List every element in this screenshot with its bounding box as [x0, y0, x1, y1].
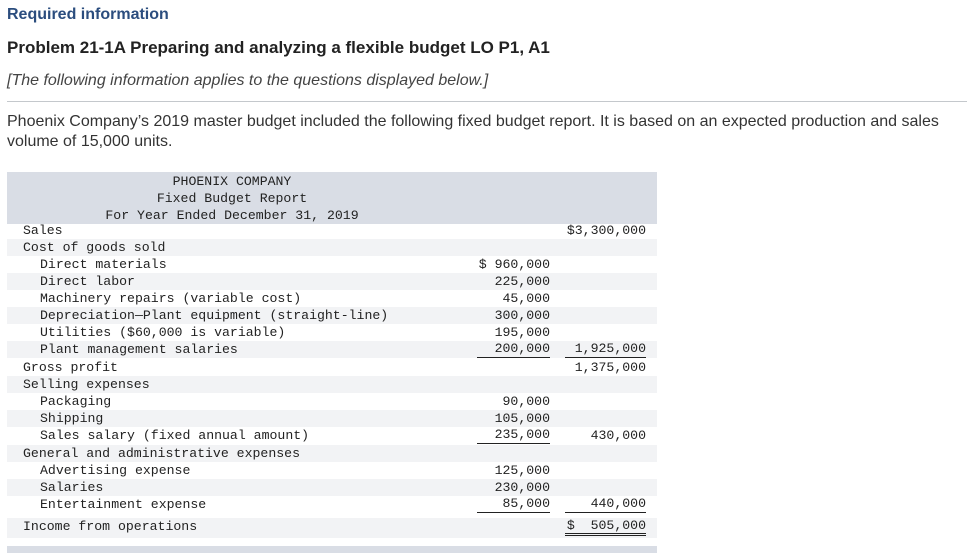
row-sales-salary: [7, 427, 657, 444]
report-footer-bar: [7, 546, 657, 553]
row-label: Direct materials: [40, 257, 167, 272]
fixed-budget-report: [7, 172, 657, 553]
row-label: Salaries: [40, 480, 104, 495]
row-utilities: [7, 324, 657, 341]
row-label: Direct labor: [40, 274, 135, 289]
row-total: 440,000: [565, 496, 646, 513]
intro-paragraph: Phoenix Company’s 2019 master budget included the following fixed budget report. It is based on an expected production and sales volume of 15,000 units.: [7, 113, 939, 150]
row-salaries: [7, 479, 657, 496]
row-label: Shipping: [40, 411, 104, 426]
instruction-note: [The following information applies to the questions displayed below.]: [7, 72, 489, 89]
row-total: 1,925,000: [565, 341, 646, 358]
row-depreciation: [7, 307, 657, 324]
section-divider: [7, 101, 967, 102]
row-entertainment-expense: [7, 496, 657, 513]
row-label: Sales salary (fixed annual amount): [40, 428, 310, 443]
row-label: Depreciation—Plant equipment (straight-line): [40, 308, 389, 323]
row-income-from-operations: [7, 518, 657, 538]
row-label: Machinery repairs (variable cost): [40, 291, 302, 306]
row-label: General and administrative expenses: [23, 446, 300, 461]
row-amount: 85,000: [477, 496, 550, 513]
row-label: Cost of goods sold: [23, 240, 166, 255]
report-header: [7, 172, 657, 224]
row-cost-of-goods-sold: [7, 239, 657, 256]
row-label: Utilities ($60,000 is variable): [40, 325, 286, 340]
row-label: Plant management salaries: [40, 342, 238, 357]
row-label: Income from operations: [23, 519, 198, 534]
row-label: Selling expenses: [23, 377, 150, 392]
report-period: For Year Ended December 31, 2019: [105, 208, 359, 223]
row-amount: 300,000: [494, 308, 550, 323]
row-sales: [7, 222, 657, 239]
row-packaging: [7, 393, 657, 410]
row-amount: 125,000: [494, 463, 550, 478]
row-direct-labor: [7, 273, 657, 290]
row-amount: 200,000: [477, 341, 550, 358]
problem-title: Problem 21-1A Preparing and analyzing a flexible budget LO P1, A1: [7, 38, 550, 57]
row-general-admin-expenses: [7, 445, 657, 462]
report-company-name: PHOENIX COMPANY: [172, 174, 292, 189]
row-total: 1,375,000: [574, 360, 646, 375]
row-label: Sales: [23, 223, 63, 238]
row-label: Gross profit: [23, 360, 118, 375]
row-amount: 45,000: [502, 291, 550, 306]
row-label: Advertising expense: [40, 463, 191, 478]
row-selling-expenses: [7, 376, 657, 393]
row-amount: 230,000: [494, 480, 550, 495]
row-total: 430,000: [590, 428, 646, 443]
row-direct-materials: [7, 256, 657, 273]
row-plant-management-salaries: [7, 341, 657, 358]
row-gross-profit: [7, 359, 657, 376]
row-advertising-expense: [7, 462, 657, 479]
row-amount: 225,000: [494, 274, 550, 289]
row-amount: 90,000: [502, 394, 550, 409]
row-amount: 195,000: [494, 325, 550, 340]
row-shipping: [7, 410, 657, 427]
row-total: $ 505,000: [565, 518, 646, 536]
required-information-heading: Required information: [7, 6, 169, 23]
row-label: Entertainment expense: [40, 497, 207, 512]
row-amount: 235,000: [477, 427, 550, 444]
row-total: $3,300,000: [566, 223, 646, 238]
row-amount: $ 960,000: [478, 257, 550, 272]
row-label: Packaging: [40, 394, 112, 409]
row-machinery-repairs: [7, 290, 657, 307]
row-amount: 105,000: [494, 411, 550, 426]
report-name: Fixed Budget Report: [156, 191, 308, 206]
